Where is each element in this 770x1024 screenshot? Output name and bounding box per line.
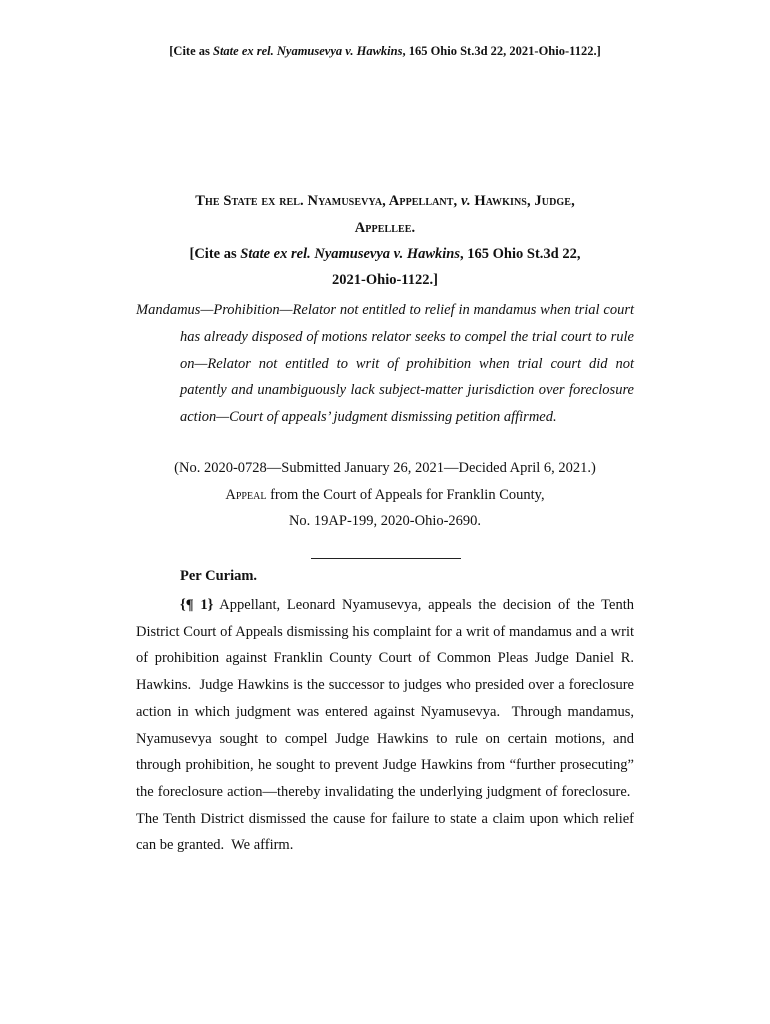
citation-line2 [136,272,634,289]
header-cite-suffix: , 165 Ohio St.3d 22, 2021-Ohio-1122.] [402,44,601,58]
running-header-citation [0,44,770,59]
opinion-paragraph-1 [136,592,634,859]
appeal-line2: No. 19AP-199, 2020-Ohio-2690. [288,513,482,529]
opinion-author: Per Curiam. [180,568,258,584]
cite-prefix: [Cite as [189,246,241,262]
appeal-label: Appeal [225,487,267,503]
section-divider [311,558,461,559]
header-cite-prefix: [Cite as [169,44,213,58]
appeal-line1 [136,487,634,504]
cite-suffix: , 165 Ohio St.3d 22, [460,246,581,262]
case-caption-line2 [136,220,634,237]
paragraph-text: Appellant, Leonard Nyamusevya, appeals the decision of the Tenth District Court of Appeals dismissing his complaint for a writ of mandamus and a writ of prohibition against Franklin County Court of Common Pleas Judge Daniel R. Hawkins. Judge Hawkins is the successor to judges who presided over a foreclosure action in which judgment was entered against Nyamusevya. Through mandamus, Nyamusevya sought to compel Judge Hawkins to rule on certain motions, and through prohibition, he sought to prevent Judge Hawkins from “further prosecuting” the foreclosure action—thereby invalidating the underlying judgment of foreclosure. The Tenth District dismissed the cause for failure to state a claim upon which relief can be granted. We affirm. [136,597,634,854]
caption-parties-a: The State ex rel. Nyamusevya, Appellant, [195,193,461,209]
syllabus: Mandamus—Prohibition—Relator not entitled to relief in mandamus when trial court has already disposed of motions relator seeks to compel the trial court to rule on—Relator not entitled to writ of prohibition when trial court did not patently and unambiguously lack subject-matter jurisdiction over foreclosure action—Court of appeals’ judgment dismissing petition affirmed. [136,302,634,426]
header-cite-case: State ex rel. Nyamusevya v. Hawkins [213,44,403,58]
caption-parties-b: Hawkins, Judge, [470,193,575,209]
appeal-line1-rest: from the Court of Appeals for Franklin County, [266,487,545,503]
cite-line2-text: 2021-Ohio-1122.] [332,272,438,288]
cite-case-name: State ex rel. Nyamusevya v. Hawkins [240,246,461,262]
docket-line: (No. 2020-0728—Submitted January 26, 2021—Decided April 6, 2021.) [174,460,596,476]
paragraph-marker: {¶ 1} [180,597,214,613]
citation-line1 [136,246,634,263]
caption-versus: v. [460,193,471,209]
case-caption-line1 [136,193,634,210]
caption-appellee: Appellee. [354,220,416,236]
